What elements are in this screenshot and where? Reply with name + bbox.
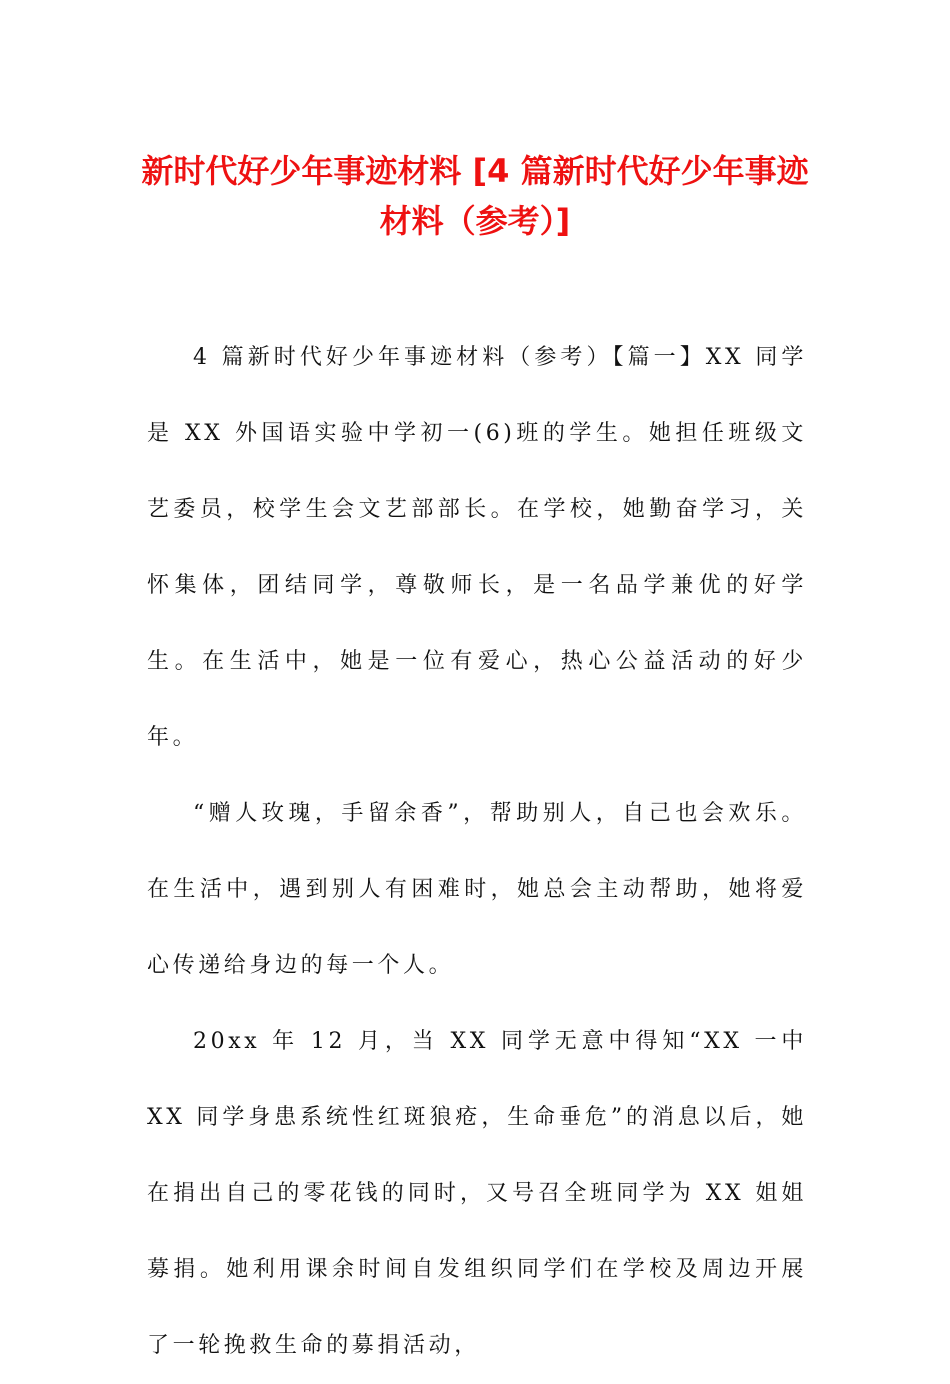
paragraph-1: 4 篇新时代好少年事迹材料（参考）【篇一】XX 同学是 XX 外国语实验中学初一(6)班的学生。她担任班级文艺委员，校学生会文艺部部长。在学校，她勤奋学习，关怀集体，团结同学，尊敬师长，是一名品学兼优的好学生。在生活中，她是一位有爱心，热心公益活动的好少年。 bbox=[147, 345, 807, 750]
paragraph-2: “赠人玫瑰，手留余香”，帮助别人，自己也会欢乐。在生活中，遇到别人有困难时，她总会主动帮助，她将爱心传递给身边的每一个人。 bbox=[147, 801, 807, 978]
document-body bbox=[147, 320, 807, 1384]
paragraph-3: 20xx 年 12 月，当 XX 同学无意中得知“XX 一中 XX 同学身患系统性红斑狼疮，生命垂危”的消息以后，她在捐出自己的零花钱的同时，又号召全班同学为 XX 姐姐募捐。她利用课余时间自发组织同学们在学校及周边开展了一轮挽救生命的募捐活动， bbox=[147, 1029, 807, 1358]
document-title: 新时代好少年事迹材料 [4 篇新时代好少年事迹材料（参考）] bbox=[141, 152, 809, 240]
